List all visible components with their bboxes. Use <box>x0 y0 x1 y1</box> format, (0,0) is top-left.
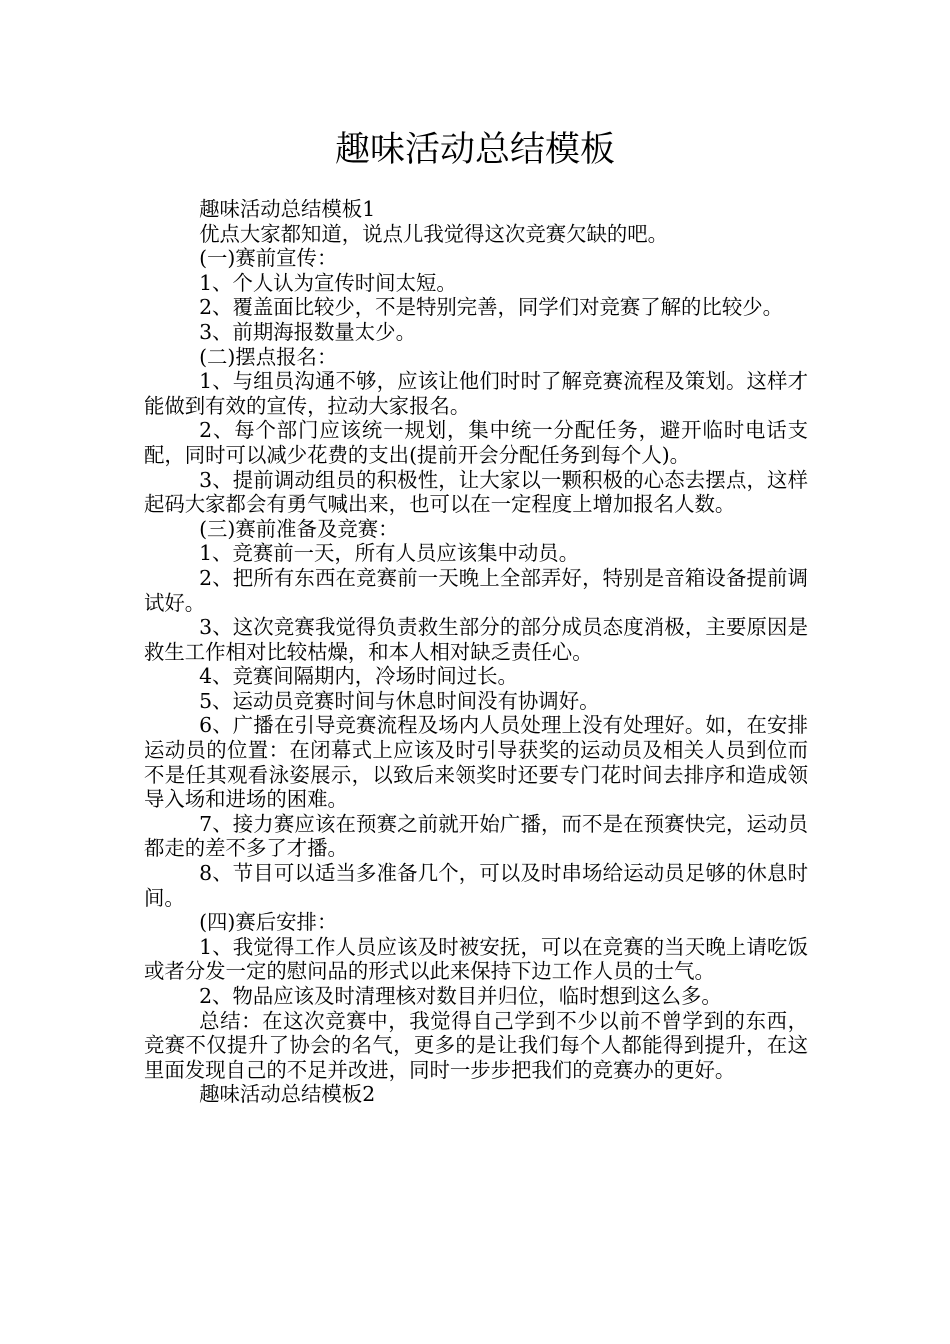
paragraph: (一)赛前宣传： <box>199 246 338 271</box>
paragraph: 5、运动员竞赛时间与休息时间没有协调好。 <box>199 688 600 713</box>
paragraph: 8、节目可以适当多准备几个，可以及时串场给运动员足够的休息时间。 <box>144 861 808 910</box>
paragraph: 1、个人认为宣传时间太短。 <box>199 270 457 295</box>
paragraph: 总结：在这次竞赛中，我觉得自己学到不少以前不曾学到的东西，竞赛不仅提升了协会的名气，更多的是让我们每个人都能得到提升，在这里面发现自己的不足并改进，同时一步步把我们的竞赛办的更好。 <box>144 1008 808 1082</box>
paragraph: 7、接力赛应该在预赛之前就开始广播，而不是在预赛快完，运动员都走的差不多了才播。 <box>144 811 808 861</box>
paragraph: 6、广播在引导竞赛流程及场内人员处理上没有处理好。如，在安排运动员的位置：在闭幕式上应该及时引导获奖的运动员及相关人员到位而不是任其观看泳姿展示，以致后来领奖时还要专门花时间去排序和造成领导入场和进场的困难。 <box>144 713 808 812</box>
paragraph: 3、前期海报数量太少。 <box>199 319 416 344</box>
paragraph: 1、竞赛前一天，所有人员应该集中动员。 <box>199 541 580 566</box>
document-body <box>144 197 808 1107</box>
paragraph: 优点大家都知道，说点儿我觉得这次竞赛欠缺的吧。 <box>199 221 669 246</box>
paragraph: 2、每个部门应该统一规划，集中统一分配任务，避开临时电话支配，同时可以减少花费的支出(提前开会分配任务到每个人)。 <box>144 418 808 467</box>
paragraph: 2、覆盖面比较少，不是特别完善，同学们对竞赛了解的比较少。 <box>199 295 783 320</box>
paragraph: 1、我觉得工作人员应该及时被安抚，可以在竞赛的当天晚上请吃饭或者分发一定的慰问品的形式以此来保持下边工作人员的士气。 <box>144 934 808 984</box>
paragraph: 3、这次竞赛我觉得负责救生部分的部分成员态度消极，主要原因是救生工作相对比较枯燥，和本人相对缺乏责任心。 <box>144 615 808 664</box>
paragraph: 2、物品应该及时清理核对数目并归位，临时想到这么多。 <box>199 984 722 1008</box>
paragraph: 3、提前调动组员的积极性，让大家以一颗积极的心态去摆点，这样起码大家都会有勇气喊出来，也可以在一定程度上增加报名人数。 <box>144 467 808 517</box>
paragraph: 1、与组员沟通不够，应该让他们时时了解竞赛流程及策划。这样才能做到有效的宣传，拉动大家报名。 <box>144 369 808 418</box>
paragraph: 4、竞赛间隔期内，冷场时间过长。 <box>199 664 518 689</box>
paragraph: (三)赛前准备及竞赛： <box>199 516 399 541</box>
paragraph: (四)赛后安排： <box>199 910 338 935</box>
paragraph: 2、把所有东西在竞赛前一天晚上全部弄好，特别是音箱设备提前调试好。 <box>144 565 808 615</box>
paragraph: 趣味活动总结模板2 <box>199 1082 376 1107</box>
paragraph: (二)摆点报名： <box>199 344 338 369</box>
document-title: 趣味活动总结模板 <box>334 130 615 170</box>
paragraph: 趣味活动总结模板1 <box>199 197 376 221</box>
